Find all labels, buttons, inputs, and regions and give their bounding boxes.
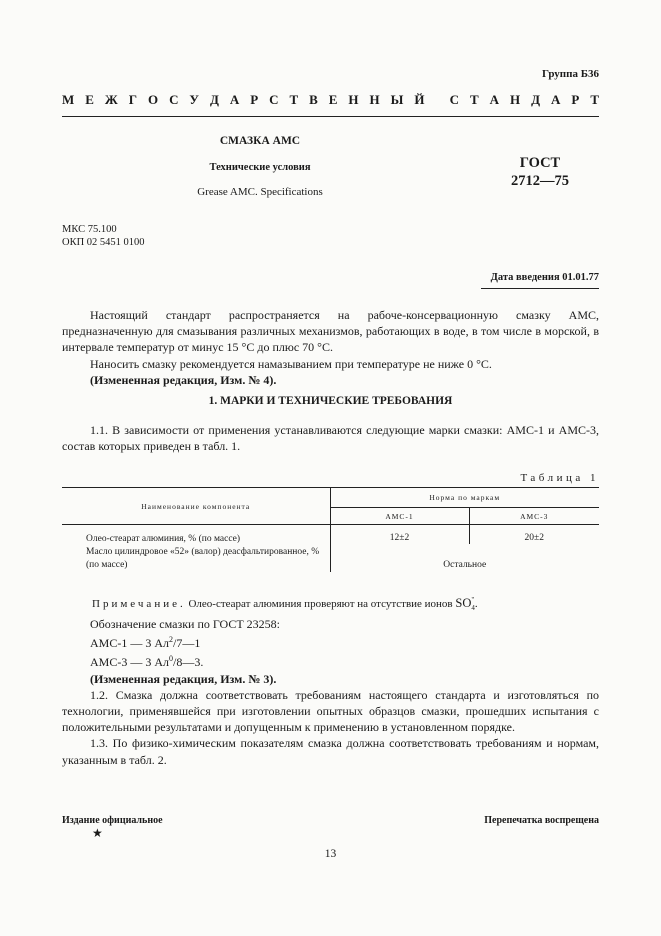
page-number: 13: [324, 848, 337, 860]
banner-letter: Д: [209, 92, 219, 107]
designation-block: [62, 616, 599, 768]
banner-letter: М: [62, 92, 75, 107]
reprint-prohibited: Перепечатка воспрещена: [484, 815, 599, 826]
th-ams3: АМС-3: [469, 508, 599, 525]
designation-ams1: [62, 632, 599, 651]
intro-paragraph-1: Настоящий стандарт распространяется на рабоче-консервационную смазку АМС, предназначенную для смазывания различных механизмов, работающих в воде, в том числе в морской, в интервале температур от минус 15 °С до плюс 70 °С.: [62, 308, 599, 355]
standard-banner: [62, 92, 599, 108]
intro-block: [62, 307, 599, 388]
document-title: СМАЗКА АМС: [219, 135, 301, 147]
note-text: Олео-стеарат алюминия проверяют на отсутствие ионов: [188, 598, 453, 610]
row1-ams1: 12±2: [330, 525, 469, 545]
star-icon: ★: [92, 826, 103, 840]
ion-sup: ": [471, 596, 475, 605]
banner-letter: Е: [85, 92, 94, 107]
mks-code: МКС 75.100: [62, 224, 117, 235]
ams1-suffix: /7—1: [173, 636, 201, 651]
banner-letter: Ж: [104, 92, 118, 107]
row1-name: Олео-стеарат алюминия, % (по массе): [62, 525, 330, 545]
row2-name: Масло цилиндровое «52» (валор) деасфальтированное, % (по массе): [62, 544, 330, 572]
row2-both: Остальное: [443, 559, 487, 570]
banner-letter: С: [169, 92, 179, 107]
paragraph-1-2: 1.2. Смазка должна соответствовать требованиям настоящего стандарта и изготовляться по технологии, применявшейся при изготовлении опытных образцов смазки, прошедших испытания с положительными результатами и допущенным к применению в установленном порядке.: [62, 687, 599, 735]
paragraph-1-1: 1.1. В зависимости от применения устанавливаются следующие марки смазки: АМС-1 и АМС-3, состав которых приведен в табл. 1.: [62, 423, 599, 454]
intro-date-label: Дата введения: [490, 272, 560, 283]
banner-letter: Е: [328, 92, 338, 107]
gost-label: ГОСТ: [519, 155, 561, 171]
banner-letter: А: [489, 92, 500, 107]
banner-letter: Р: [571, 92, 580, 107]
table-row: [62, 544, 599, 572]
intro-date-value: 01.01.77: [562, 272, 599, 283]
designation-title: Обозначение смазки по ГОСТ 23258:: [90, 617, 281, 631]
ams1-prefix: АМС-1 — 3 Ал: [90, 636, 169, 651]
banner-letter: Ы: [390, 92, 404, 107]
official-edition: Издание официальное: [62, 815, 163, 826]
banner-letter: Т: [590, 92, 599, 107]
ion-base: SO: [455, 596, 472, 610]
ams3-sup: 0: [169, 654, 173, 664]
banner-letter: С: [449, 92, 460, 107]
table-row: [62, 525, 599, 545]
banner-letter: Р: [250, 92, 259, 107]
paragraph-1-3: 1.3. По физико-химическим показателям смазка должна соответствовать требованиям и нормам, указанным в табл. 2.: [62, 736, 599, 767]
gost-number: 2712—75: [511, 173, 569, 189]
th-ams1: АМС-1: [330, 508, 469, 525]
gost-designation: [500, 154, 580, 190]
table-1-label: Таблица 1: [520, 472, 599, 484]
table-note: [92, 596, 478, 612]
banner-letter: Д: [531, 92, 541, 107]
banner-letter: Н: [510, 92, 521, 107]
table-1: [62, 487, 599, 572]
intro-change-note: (Измененная редакция, Изм. № 4).: [90, 372, 277, 387]
banner-gap: [435, 92, 438, 108]
ams3-suffix: /8—3.: [173, 655, 204, 670]
intro-date-rule: [481, 288, 599, 289]
banner-letter: Й: [414, 92, 425, 107]
intro-paragraph-2: Наносить смазку рекомендуется намазыванием при температуре не ниже 0 °С.: [90, 356, 492, 371]
ion-formula: [455, 596, 475, 613]
section-1-1: [62, 422, 599, 454]
ams3-prefix: АМС-3 — 3 Ал: [90, 655, 169, 670]
th-norm: Норма по маркам: [330, 488, 599, 508]
banner-letter: Н: [369, 92, 380, 107]
banner-letter: Т: [289, 92, 299, 107]
note-end: .: [474, 598, 478, 610]
th-component: Наименование компонента: [62, 488, 330, 525]
english-title: Grease AMC. Specifications: [197, 186, 323, 198]
classification-codes: [62, 223, 145, 249]
banner-letter: О: [147, 92, 159, 107]
banner-letter: Т: [470, 92, 479, 107]
banner-letter: Г: [128, 92, 137, 107]
ams1-sup: 2: [169, 635, 173, 645]
section-1-heading: 1. МАРКИ И ТЕХНИЧЕСКИЕ ТРЕБОВАНИЯ: [208, 395, 453, 407]
banner-letter: В: [309, 92, 318, 107]
banner-letter: Н: [348, 92, 359, 107]
okp-code: ОКП 02 5451 0100: [62, 237, 145, 248]
banner-letter: У: [189, 92, 199, 107]
banner-letter: А: [551, 92, 561, 107]
header-rule: [62, 116, 599, 117]
designation-change-note: (Измененная редакция, Изм. № 3).: [90, 671, 277, 686]
banner-letter: А: [229, 92, 240, 107]
designation-ams3: [62, 651, 599, 670]
note-label: Примечание.: [92, 598, 186, 610]
ion-sub: 4: [471, 604, 475, 613]
row1-ams3: 20±2: [524, 533, 544, 543]
document-subtitle: Технические условия: [209, 162, 311, 173]
intro-date: [491, 272, 599, 283]
banner-letter: С: [269, 92, 279, 107]
group-code: Группа Б36: [542, 68, 599, 80]
